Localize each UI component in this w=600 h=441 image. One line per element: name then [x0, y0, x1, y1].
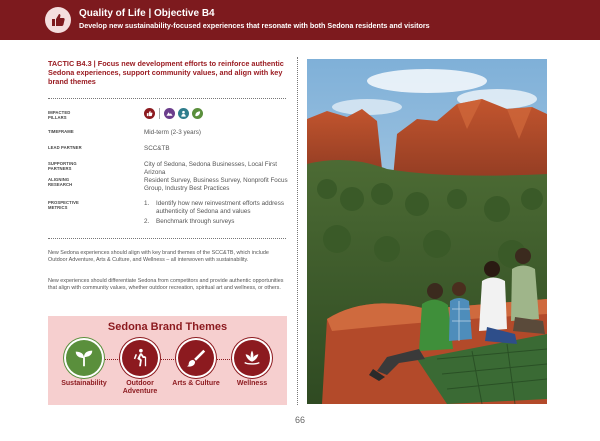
theme-outdoor-adventure	[112, 340, 168, 396]
leaf-icon	[192, 108, 203, 119]
theme-label: Sustainability	[61, 380, 107, 387]
page-subtitle: Develop new sustainability-focused experiences that resonate with both Sedona residents and visitors	[79, 21, 430, 30]
pillar-icons	[144, 108, 203, 119]
list-number: 1.	[144, 200, 150, 207]
list-number: 2.	[144, 218, 150, 225]
supporting-partners-value: City of Sedona, Sedona Businesses, Local First Arizona	[144, 161, 278, 176]
lead-partner-value: SCC&TB	[144, 145, 170, 152]
tactic-heading: TACTIC B4.3 | Focus new development efforts to reinforce authentic Sedona experiences, support community values, and align with key brand themes	[48, 59, 284, 86]
divider	[48, 98, 286, 99]
theme-label: Wellness	[236, 380, 268, 387]
thumbs-up-icon	[144, 108, 155, 119]
sprout-icon	[66, 340, 102, 376]
hiker-icon	[122, 340, 158, 376]
row-label: LEAD PARTNER	[48, 145, 82, 150]
list-text: Benchmark through surveys	[156, 218, 235, 225]
aligning-research-value: Resident Survey, Business Survey, Nonprofit Focus Group, Industry Best Practices	[144, 177, 288, 192]
page-header	[0, 0, 600, 40]
theme-wellness	[224, 340, 280, 388]
theme-sustainability	[56, 340, 112, 388]
row-label: ALIGNING RESEARCH	[48, 177, 73, 187]
theme-label: Outdoor Adventure	[122, 380, 158, 395]
list-item	[144, 218, 289, 226]
separator	[159, 108, 160, 119]
list-item	[144, 200, 289, 216]
row-label: IMPACTED PILLARS	[48, 110, 71, 120]
row-label: TIMEFRAME	[48, 129, 74, 134]
theme-arts-culture	[168, 340, 224, 388]
row-label: PROSPECTIVE METRICS	[48, 200, 79, 210]
body-paragraph: New experiences should differentiate Sedona from competitors and provide authentic opportunities that align with community values, whether outdoor recreation, spiritual art and wellness, or others.	[48, 278, 284, 291]
body-paragraph: New Sedona experiences should align with key brand themes of the SCC&TB, which include Outdoor Adventure, Arts & Culture, and Wellness – all interwoven with sustainability.	[48, 250, 269, 263]
column-divider	[297, 57, 298, 405]
brand-themes-title: Sedona Brand Themes	[107, 321, 228, 333]
metrics-list	[144, 200, 289, 226]
brand-themes-box	[48, 316, 287, 405]
timeframe-value: Mid-term (2-3 years)	[144, 129, 202, 136]
mountain-icon	[164, 108, 175, 119]
divider	[48, 238, 286, 239]
list-text: Identify how new reinvestment efforts address authenticity of Sedona and values	[156, 200, 284, 215]
person-icon	[178, 108, 189, 119]
row-label: SUPPORTING PARTNERS	[48, 161, 77, 171]
page-title: Quality of Life | Objective B4	[79, 8, 215, 19]
thumbs-up-icon	[45, 7, 71, 33]
lotus-icon	[234, 340, 270, 376]
paintbrush-icon	[178, 340, 214, 376]
page-number: 66	[294, 415, 305, 425]
theme-label: Arts & Culture	[172, 380, 220, 387]
family-red-rocks-photo	[307, 59, 547, 404]
